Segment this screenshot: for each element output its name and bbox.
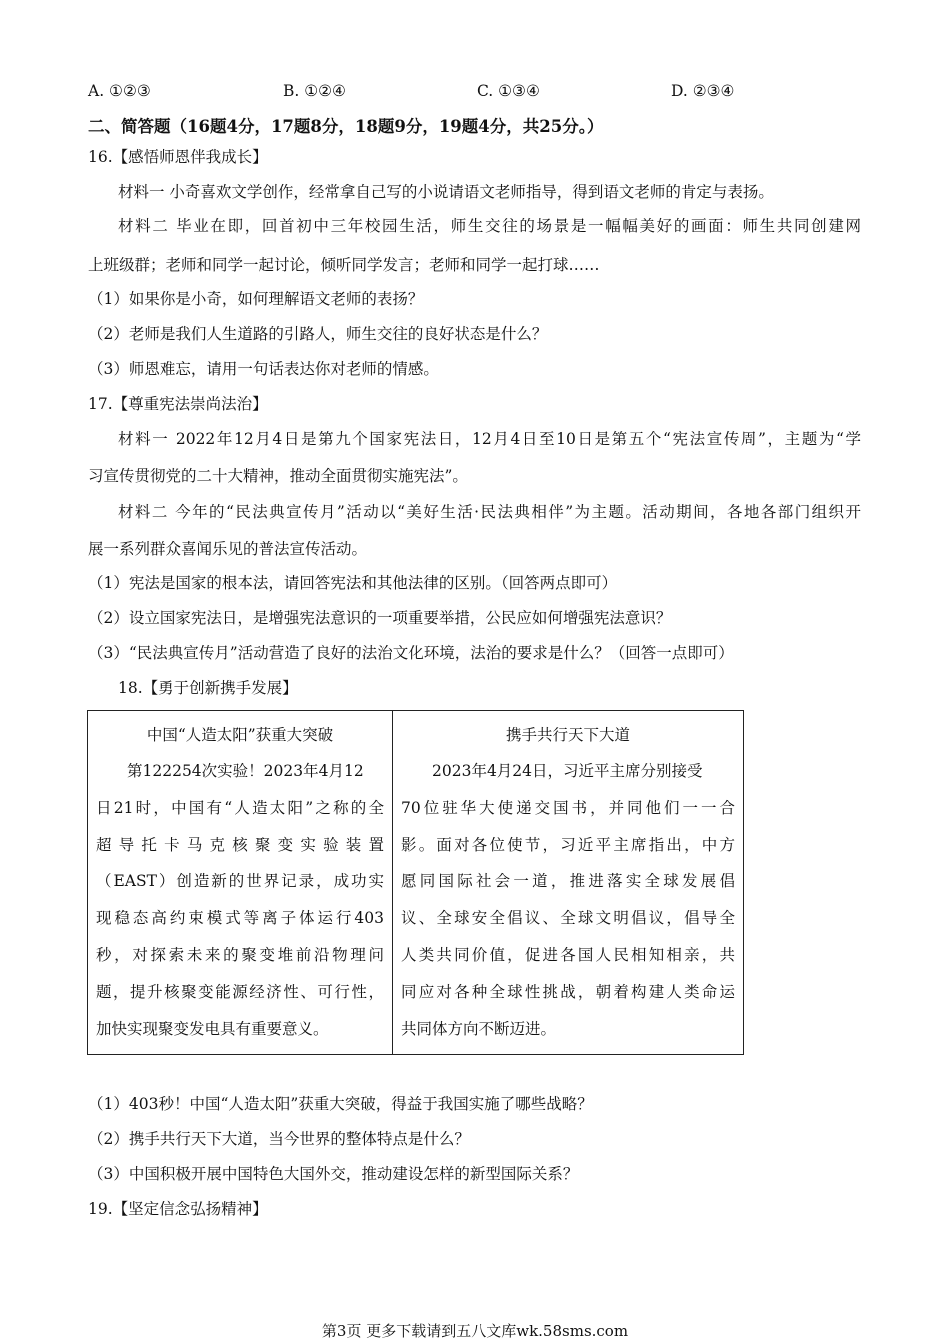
q18-right-line-4: 愿同国际社会一道，推进落实全球发展倡: [401, 872, 735, 891]
q17-material-1-line-1: 材料一 2022年12月4日是第九个国家宪法日，12月4日至10日是第五个“宪法宣传周”，主题为“学: [118, 430, 861, 448]
option-a: A. ①②③: [88, 82, 151, 100]
page-footer: 第3页 更多下载请到五八文库wk.58sms.com: [321, 1322, 629, 1340]
q17-material-1-line-2: 习宣传贯彻党的二十大精神，推动全面贯彻实施宪法”。: [88, 467, 468, 485]
q16-material-2-line-1: 材料二 毕业在即，回首初中三年校园生活，师生交往的场景是一幅幅美好的画面：师生共同创建网: [118, 217, 861, 235]
q18-material-table: [87, 710, 744, 1055]
q18-sub-2: （2）携手共行天下大道，当今世界的整体特点是什么？: [88, 1130, 470, 1148]
q18-title: 18.【勇于创新携手发展】: [118, 679, 298, 697]
q18-left-line-1: 第122254次实验！2023年4月12: [127, 762, 364, 780]
q19-title: 19.【坚定信念弘扬精神】: [88, 1200, 268, 1218]
q17-sub-2: （2）设立国家宪法日，是增强宪法意识的一项重要举措，公民应如何增强宪法意识？: [88, 609, 672, 627]
q18-right-line-6: 人类共同价值，促进各国人民相知相亲，共: [401, 945, 735, 964]
q18-sub-1: （1）403秒！中国“人造太阳”获重大突破，得益于我国实施了哪些战略？: [88, 1095, 593, 1113]
q18-left-line-6: 秒，对探索未来的聚变堆前沿物理问: [96, 945, 384, 964]
q18-left-line-8: 加快实现聚变发电具有重要意义。: [96, 1019, 329, 1038]
q18-left-line-7: 题，提升核聚变能源经济性、可行性，: [96, 982, 384, 1001]
q17-material-2-line-2: 展一系列群众喜闻乐见的普法宣传活动。: [88, 540, 368, 558]
option-b: B. ①②④: [283, 82, 346, 100]
option-c: C. ①③④: [477, 82, 540, 100]
option-d: D. ②③④: [671, 82, 735, 100]
q17-title: 17.【尊重宪法崇尚法治】: [88, 395, 268, 413]
q18-right-line-5: 议、全球安全倡议、全球文明倡议，倡导全: [401, 909, 735, 928]
q18-sub-3: （3）中国积极开展中国特色大国外交，推动建设怎样的新型国际关系？: [88, 1165, 579, 1183]
answer-options: [88, 80, 788, 102]
q18-left-title: 中国“人造太阳”获重大突破: [146, 726, 334, 744]
q16-material-2-line-2: 上班级群；老师和同学一起讨论，倾听同学发言；老师和同学一起打球……: [88, 256, 600, 274]
q18-left-line-2: 日21时，中国有“人造太阳”之称的全: [96, 798, 384, 817]
q16-sub-1: （1）如果你是小奇，如何理解语文老师的表扬？: [88, 290, 424, 308]
q18-left-line-4: （EAST）创造新的世界记录，成功实: [96, 872, 384, 891]
q18-left-cell: [88, 711, 393, 1055]
q18-right-line-3: 影。面对各位使节，习近平主席指出，中方: [401, 835, 735, 854]
q18-right-line-2: 70位驻华大使递交国书，并同他们一一合: [401, 798, 735, 817]
q18-right-line-7: 同应对各种全球性挑战，朝着构建人类命运: [401, 982, 735, 1001]
q18-right-title: 携手共行天下大道: [505, 726, 630, 744]
q18-right-cell: [393, 711, 744, 1055]
q17-sub-1: （1）宪法是国家的根本法，请回答宪法和其他法律的区别。（回答两点即可）: [88, 574, 618, 592]
q16-sub-2: （2）老师是我们人生道路的引路人，师生交往的良好状态是什么？: [88, 325, 548, 343]
section-title: 二、简答题（16题4分，17题8分，18题9分，19题4分，共25分。）: [88, 117, 604, 136]
q17-material-2-line-1: 材料二 今年的“民法典宣传月”活动以“美好生活·民法典相伴”为主题。活动期间，各地各部门组织开: [118, 503, 861, 521]
q16-sub-3: （3）师恩难忘，请用一句话表达你对老师的情感。: [88, 360, 439, 378]
q18-right-line-8: 共同体方向不断迈进。: [401, 1019, 557, 1038]
q17-sub-3: （3）“民法典宣传月”活动营造了良好的法治文化环境，法治的要求是什么？（回答一点即可）: [88, 644, 734, 662]
q18-left-line-3: 超导托卡马克核聚变实验装置: [96, 835, 384, 854]
q16-material-1: 材料一 小奇喜欢文学创作，经常拿自己写的小说请语文老师指导，得到语文老师的肯定与表扬。: [118, 183, 774, 201]
q16-title: 16.【感悟师恩伴我成长】: [88, 148, 268, 166]
q18-left-line-5: 现稳态高约束模式等离子体运行403: [96, 909, 384, 928]
q18-right-line-1: 2023年4月24日，习近平主席分别接受: [432, 762, 703, 780]
